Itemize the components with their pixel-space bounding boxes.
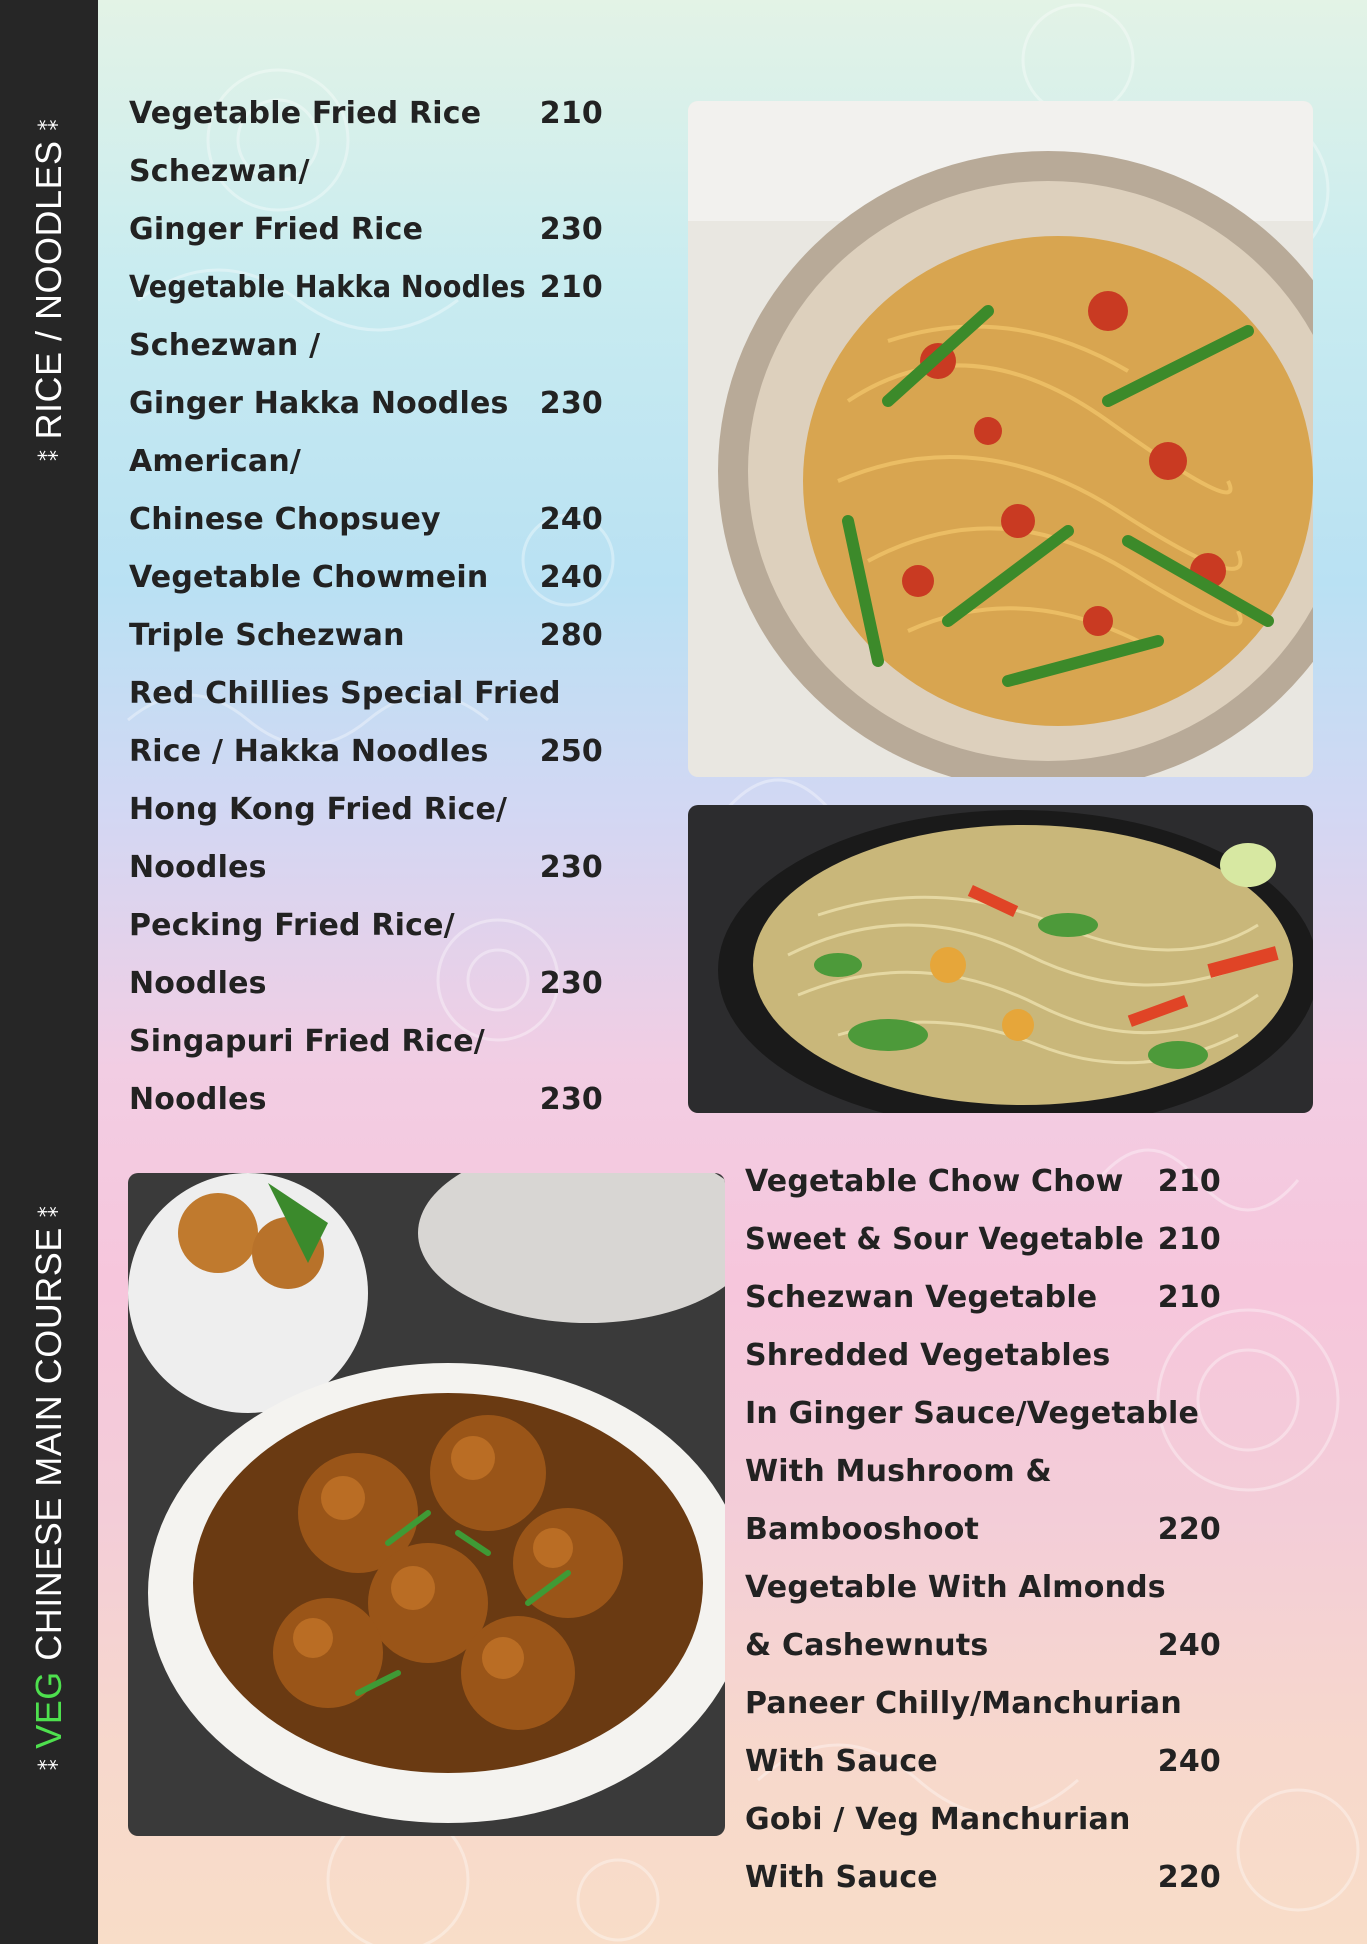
menu-item	[745, 1211, 1221, 1269]
ornament-icon: ⁑	[38, 1205, 64, 1218]
menu-item-price: 240	[539, 502, 603, 537]
menu-item	[129, 607, 603, 665]
menu-item-price: 240	[1157, 1628, 1221, 1663]
menu-item-name: Vegetable Fried Rice	[129, 96, 482, 131]
rice-noodles-menu	[129, 85, 603, 1129]
menu-item	[129, 317, 603, 375]
menu-item-price: 230	[539, 966, 603, 1001]
menu-item	[745, 1559, 1221, 1617]
menu-item-name: Noodles	[129, 1082, 267, 1117]
menu-item-price: 230	[539, 386, 603, 421]
menu-item	[745, 1675, 1221, 1733]
ornament-icon: ⁑	[38, 449, 64, 462]
menu-item-name: With Sauce	[745, 1744, 938, 1779]
menu-item	[129, 897, 603, 955]
menu-item-name: & Cashewnuts	[745, 1628, 989, 1663]
menu-item	[129, 491, 603, 549]
menu-item-name: Noodles	[129, 966, 267, 1001]
menu-item	[129, 665, 603, 723]
menu-item-price: 210	[539, 96, 603, 131]
menu-item-price: 220	[1157, 1860, 1221, 1895]
menu-item-price: 240	[539, 560, 603, 595]
menu-item	[745, 1153, 1221, 1211]
menu-item-name: Shredded Vegetables	[745, 1338, 1111, 1373]
menu-item	[129, 201, 603, 259]
manchurian-bowl-photo	[128, 1173, 725, 1836]
menu-item-price: 220	[1157, 1512, 1221, 1547]
menu-item	[745, 1791, 1221, 1849]
menu-item	[745, 1849, 1221, 1907]
menu-item	[745, 1443, 1221, 1501]
menu-item-price: 210	[1157, 1164, 1221, 1199]
section-title-rice-noodles: ⁑RICE / NOODLES⁑	[28, 118, 69, 462]
menu-item-price: 230	[539, 850, 603, 885]
menu-item-price: 210	[1157, 1222, 1221, 1257]
menu-item	[745, 1327, 1221, 1385]
menu-item	[129, 85, 603, 143]
menu-item	[129, 433, 603, 491]
menu-item	[129, 1013, 603, 1071]
menu-item-name: Vegetable Hakka Noodles	[129, 270, 526, 305]
menu-item	[129, 143, 603, 201]
menu-item-name: Bambooshoot	[745, 1512, 980, 1547]
ornament-icon: ⁑	[38, 118, 64, 131]
menu-item	[745, 1617, 1221, 1675]
menu-item-name: Sweet & Sour Vegetable	[745, 1222, 1145, 1257]
menu-item-name: Schezwan /	[129, 328, 321, 363]
menu-item	[745, 1385, 1221, 1443]
menu-item-name: Schezwan/	[129, 154, 310, 189]
menu-item	[129, 839, 603, 897]
sidebar	[0, 0, 98, 1944]
menu-item-name: Ginger Hakka Noodles	[129, 386, 509, 421]
menu-item-name: Rice / Hakka Noodles	[129, 734, 489, 769]
menu-item-name: Red Chillies Special Fried	[129, 676, 561, 711]
menu-item-price: 250	[539, 734, 603, 769]
menu-item-name: Paneer Chilly/Manchurian	[745, 1686, 1182, 1721]
menu-item-name: Chinese Chopsuey	[129, 502, 441, 537]
menu-item	[745, 1501, 1221, 1559]
menu-item-price: 210	[1157, 1280, 1221, 1315]
menu-item	[129, 375, 603, 433]
menu-item	[129, 1071, 603, 1129]
noodles-plate-photo	[688, 101, 1313, 777]
menu-item	[129, 955, 603, 1013]
menu-item	[745, 1733, 1221, 1791]
menu-item-name: Pecking Fried Rice/	[129, 908, 455, 943]
menu-item-name: Triple Schezwan	[129, 618, 405, 653]
menu-item-name: Singapuri Fried Rice/	[129, 1024, 485, 1059]
menu-item-name: Vegetable Chow Chow	[745, 1164, 1124, 1199]
menu-item-name: With Sauce	[745, 1860, 938, 1895]
menu-item-name: In Ginger Sauce/Vegetable	[745, 1396, 1200, 1431]
menu-item-name: Hong Kong Fried Rice/	[129, 792, 508, 827]
menu-item	[745, 1269, 1221, 1327]
section-title-veg-chinese-main-course: ⁑VEG CHINESE MAIN COURSE⁑	[28, 1205, 69, 1771]
menu-item	[129, 259, 603, 317]
menu-item-name: Noodles	[129, 850, 267, 885]
ornament-icon: ⁑	[38, 1758, 64, 1771]
menu-item-price: 210	[539, 270, 603, 305]
menu-item-name: Vegetable With Almonds	[745, 1570, 1166, 1605]
menu-item-name: Schezwan Vegetable	[745, 1280, 1098, 1315]
menu-item-name: Vegetable Chowmein	[129, 560, 489, 595]
menu-item-name: With Mushroom &	[745, 1454, 1052, 1489]
menu-item	[129, 781, 603, 839]
menu-item-name: Gobi / Veg Manchurian	[745, 1802, 1131, 1837]
menu-item-price: 230	[539, 212, 603, 247]
menu-item-name: Ginger Fried Rice	[129, 212, 424, 247]
menu-item	[129, 549, 603, 607]
menu-item-price: 230	[539, 1082, 603, 1117]
pan-noodles-photo	[688, 805, 1313, 1113]
main-course-menu	[745, 1153, 1221, 1907]
menu-item-price: 280	[539, 618, 603, 653]
menu-item-name: American/	[129, 444, 302, 479]
menu-item-price: 240	[1157, 1744, 1221, 1779]
menu-item	[129, 723, 603, 781]
